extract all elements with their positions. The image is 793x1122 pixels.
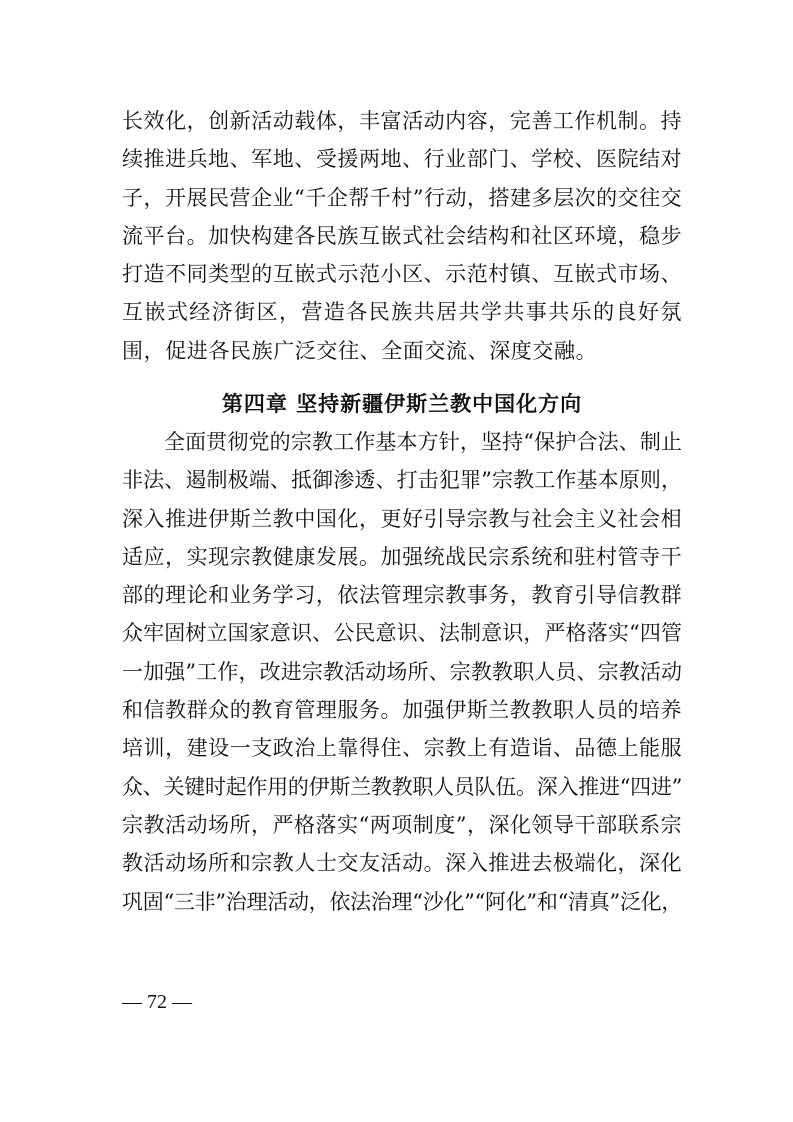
text-line: 深入推进伊斯兰教中国化，更好引导宗教与社会主义社会相: [122, 506, 682, 531]
chapter-heading: 第四章 坚持新疆伊斯兰教中国化方向: [221, 392, 583, 416]
text-line: 续推进兵地、军地、受援两地、行业部门、学校、医院结对: [122, 147, 682, 172]
text-line: 一加强”工作，改进宗教活动场所、宗教教职人员、宗教活动: [122, 659, 682, 684]
text-line: 教活动场所和宗教人士交友活动。深入推进去极端化，深化: [122, 851, 682, 876]
text-line: 围，促进各民族广泛交往、全面交流、深度交融。: [122, 338, 598, 363]
text-line: 众、关键时起作用的伊斯兰教教职人员队伍。深入推进“四进”: [122, 774, 682, 799]
text-line: 流平台。加快构建各民族互嵌式社会结构和社区环境，稳步: [122, 223, 682, 248]
text-line: 适应，实现宗教健康发展。加强统战民宗系统和驻村管寺干: [122, 544, 682, 569]
text-line: 培训，建设一支政治上靠得住、宗教上有造诣、品德上能服: [122, 736, 682, 761]
text-line: 巩固“三非”治理活动，依法治理“沙化”“阿化”和“清真”泛化，: [122, 889, 682, 914]
text-line: 和信教群众的教育管理服务。加强伊斯兰教教职人员的培养: [122, 698, 682, 723]
text-line: 全面贯彻党的宗教工作基本方针，坚持“保护合法、制止: [164, 430, 682, 454]
text-line: 宗教活动场所，严格落实“两项制度”，深化领导干部联系宗: [122, 812, 682, 837]
paragraph-religion-policy: [122, 423, 682, 921]
page-number: — 72 —: [122, 991, 192, 1013]
text-line: 非法、遏制极端、抵御渗透、打击犯罪”宗教工作基本原则，: [122, 468, 682, 493]
text-line: 众牢固树立国家意识、公民意识、法制意识，严格落实“四管: [122, 621, 682, 646]
text-line: 部的理论和业务学习，依法管理宗教事务，教育引导信教群: [122, 583, 682, 608]
text-line: 子，开展民营企业“千企帮千村”行动，搭建多层次的交往交: [122, 185, 682, 210]
text-line: 长效化，创新活动载体，丰富活动内容，完善工作机制。持: [122, 109, 682, 133]
text-line: 互嵌式经济街区，营造各民族共居共学共事共乐的良好氛: [122, 300, 682, 325]
text-line: 打造不同类型的互嵌式示范小区、示范村镇、互嵌式市场、: [122, 262, 682, 287]
paragraph-community-exchange: [122, 102, 682, 370]
